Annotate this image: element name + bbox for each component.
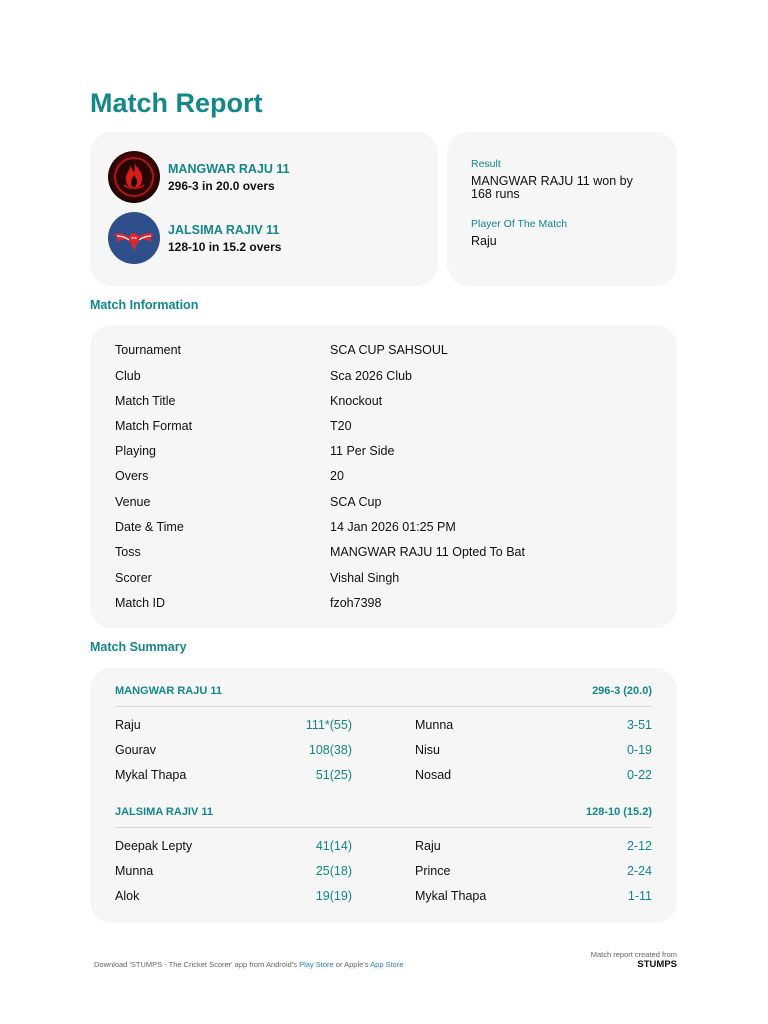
batter-name: Raju <box>115 718 141 732</box>
info-value: SCA Cup <box>330 495 382 509</box>
winged-mascot-icon <box>108 212 160 264</box>
info-value: MANGWAR RAJU 11 Opted To Bat <box>330 545 525 559</box>
batter-name: Gourav <box>115 743 156 757</box>
team-name: MANGWAR RAJU 11 <box>168 161 290 176</box>
result-text: MANGWAR RAJU 11 won by 168 runs <box>471 174 633 201</box>
bowler-name: Nosad <box>415 768 452 782</box>
bowler-name: Raju <box>415 839 441 853</box>
innings-score: 128-10 (15.2) <box>585 806 652 818</box>
bowler-figures: 3-51 <box>626 718 652 732</box>
player-of-match-label: Player Of The Match <box>471 218 568 230</box>
info-value: fzoh7398 <box>330 596 382 610</box>
footer-credit <box>591 950 677 970</box>
footer-download-note <box>94 960 404 969</box>
info-value: T20 <box>330 419 352 433</box>
bowler-figures: 2-24 <box>626 864 652 878</box>
player-of-match-value: Raju <box>471 234 497 248</box>
info-value: Vishal Singh <box>330 571 400 585</box>
batter-score: 111*(55) <box>305 718 352 732</box>
result-card <box>447 132 677 286</box>
team-name: JALSIMA RAJIV 11 <box>168 222 280 237</box>
info-key: Tournament <box>115 343 182 357</box>
batter-name: Alok <box>115 889 140 903</box>
bowler-name: Mykal Thapa <box>415 889 487 903</box>
info-key: Match Format <box>115 419 193 433</box>
bowler-figures: 0-22 <box>626 768 652 782</box>
info-key: Venue <box>115 495 151 509</box>
footer-text: or Apple's <box>333 960 371 969</box>
info-key: Scorer <box>115 571 152 585</box>
footer-created-text: Match report created from <box>590 950 677 959</box>
match-summary-card <box>90 668 677 923</box>
info-key: Playing <box>115 444 156 458</box>
team-score: 128-10 in 15.2 overs <box>168 239 282 254</box>
fire-emblem-icon <box>108 151 160 203</box>
footer-text: Download 'STUMPS - The Cricket Scorer' app from Android's <box>94 960 300 969</box>
batter-name: Munna <box>115 864 154 878</box>
player-row <box>115 742 652 758</box>
app-store-link[interactable]: App Store <box>370 960 404 969</box>
info-key: Match ID <box>115 596 166 610</box>
player-row <box>115 888 652 904</box>
team-row-2 <box>108 212 281 264</box>
bowler-figures: 0-19 <box>626 743 652 757</box>
match-information-card <box>90 325 677 628</box>
batter-name: Deepak Lepty <box>115 839 193 853</box>
innings-header <box>115 685 652 707</box>
info-key: Date & Time <box>115 520 184 534</box>
page-title: Match Report <box>90 88 263 118</box>
player-row <box>115 767 652 783</box>
batter-score: 19(19) <box>315 889 352 903</box>
info-key: Toss <box>115 545 141 559</box>
team-score: 296-3 in 20.0 overs <box>168 178 275 193</box>
teams-card <box>90 132 438 286</box>
bowler-name: Prince <box>415 864 451 878</box>
batter-score: 51(25) <box>315 768 352 782</box>
player-row <box>115 717 652 733</box>
bowler-name: Nisu <box>415 743 441 757</box>
bowler-figures: 2-12 <box>626 839 652 853</box>
innings-team: JALSIMA RAJIV 11 <box>115 806 214 818</box>
innings-team: MANGWAR RAJU 11 <box>115 685 222 697</box>
info-value: Knockout <box>330 394 383 408</box>
info-value: 20 <box>330 469 344 483</box>
info-key: Match Title <box>115 394 176 408</box>
player-row <box>115 863 652 879</box>
info-value: 11 Per Side <box>330 444 395 458</box>
bowler-figures: 1-11 <box>627 889 652 903</box>
match-information-title: Match Information <box>90 298 199 312</box>
team-row-1 <box>108 151 290 203</box>
info-key: Overs <box>115 469 149 483</box>
match-summary-title: Match Summary <box>90 640 187 654</box>
batter-score: 108(38) <box>308 743 352 757</box>
bowler-name: Munna <box>415 718 454 732</box>
result-label: Result <box>471 158 501 170</box>
info-value: 14 Jan 2026 01:25 PM <box>330 520 456 534</box>
footer-brand: STUMPS <box>637 959 677 970</box>
batter-name: Mykal Thapa <box>115 768 187 782</box>
batter-score: 41(14) <box>315 839 352 853</box>
info-key: Club <box>115 369 141 383</box>
innings-header <box>115 806 652 828</box>
info-value: Sca 2026 Club <box>330 369 413 383</box>
innings-score: 296-3 (20.0) <box>592 685 652 697</box>
player-row <box>115 838 652 854</box>
batter-score: 25(18) <box>315 864 352 878</box>
play-store-link[interactable]: Play Store <box>299 960 334 969</box>
info-value: SCA CUP SAHSOUL <box>330 343 448 357</box>
